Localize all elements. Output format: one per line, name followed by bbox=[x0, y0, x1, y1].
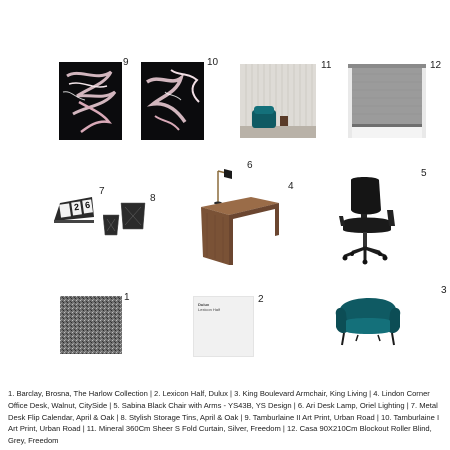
label-1: 1 bbox=[124, 292, 130, 303]
storage-tins bbox=[103, 201, 147, 237]
art-print-tamburlaine-i bbox=[141, 62, 204, 140]
label-2: 2 bbox=[258, 294, 264, 305]
office-chair bbox=[339, 176, 397, 266]
corner-office-desk bbox=[199, 191, 281, 267]
label-12: 12 bbox=[430, 60, 442, 71]
carpet-swatch bbox=[60, 296, 122, 354]
swatch-brand: Dulux bbox=[198, 302, 210, 307]
board-caption: 1. Barclay, Brosna, The Harlow Collection | 2. Lexicon Half, Dulux | 3. King Boulevard Armchair, King Living | 4. Lindon Corner Office Desk, Walnut, CitySide | 5. Sabina Black Chair with Arms - YS43B, YS Design | 6. Ari Desk Lamp, Oriel Lighting | 7. Metal Desk Flip Calendar, April & Oak | 8. Stylish Storage Tins, April & Oak | 9. Tamburlaine II Art Print, Urban Road | 10. Tamburlaine I Art Print, Urban Road | 11. Mineral 360Cm Sheer S Fold Curtain, Silver, Freedom | 12. Casa 90X210Cm Blockout Roller Blind, Grey, Freedom bbox=[8, 389, 440, 446]
paint-swatch-card bbox=[193, 296, 254, 357]
swatch-colour-name: Lexicon Half bbox=[198, 307, 221, 312]
sheer-curtain-photo bbox=[240, 64, 316, 138]
label-3: 3 bbox=[441, 285, 447, 296]
label-9: 9 bbox=[123, 57, 129, 68]
teal-armchair bbox=[334, 291, 402, 347]
roller-blind-photo bbox=[348, 64, 426, 138]
calendar-digit-1: 2 bbox=[73, 201, 80, 213]
label-5: 5 bbox=[421, 168, 427, 179]
label-4: 4 bbox=[288, 181, 294, 192]
flip-calendar bbox=[52, 195, 96, 225]
label-7: 7 bbox=[99, 186, 105, 197]
label-8: 8 bbox=[150, 193, 156, 204]
art-print-tamburlaine-ii bbox=[59, 62, 122, 140]
calendar-digit-2: 6 bbox=[84, 199, 91, 211]
label-10: 10 bbox=[207, 57, 219, 68]
label-6: 6 bbox=[247, 160, 253, 171]
label-11: 11 bbox=[321, 60, 332, 71]
